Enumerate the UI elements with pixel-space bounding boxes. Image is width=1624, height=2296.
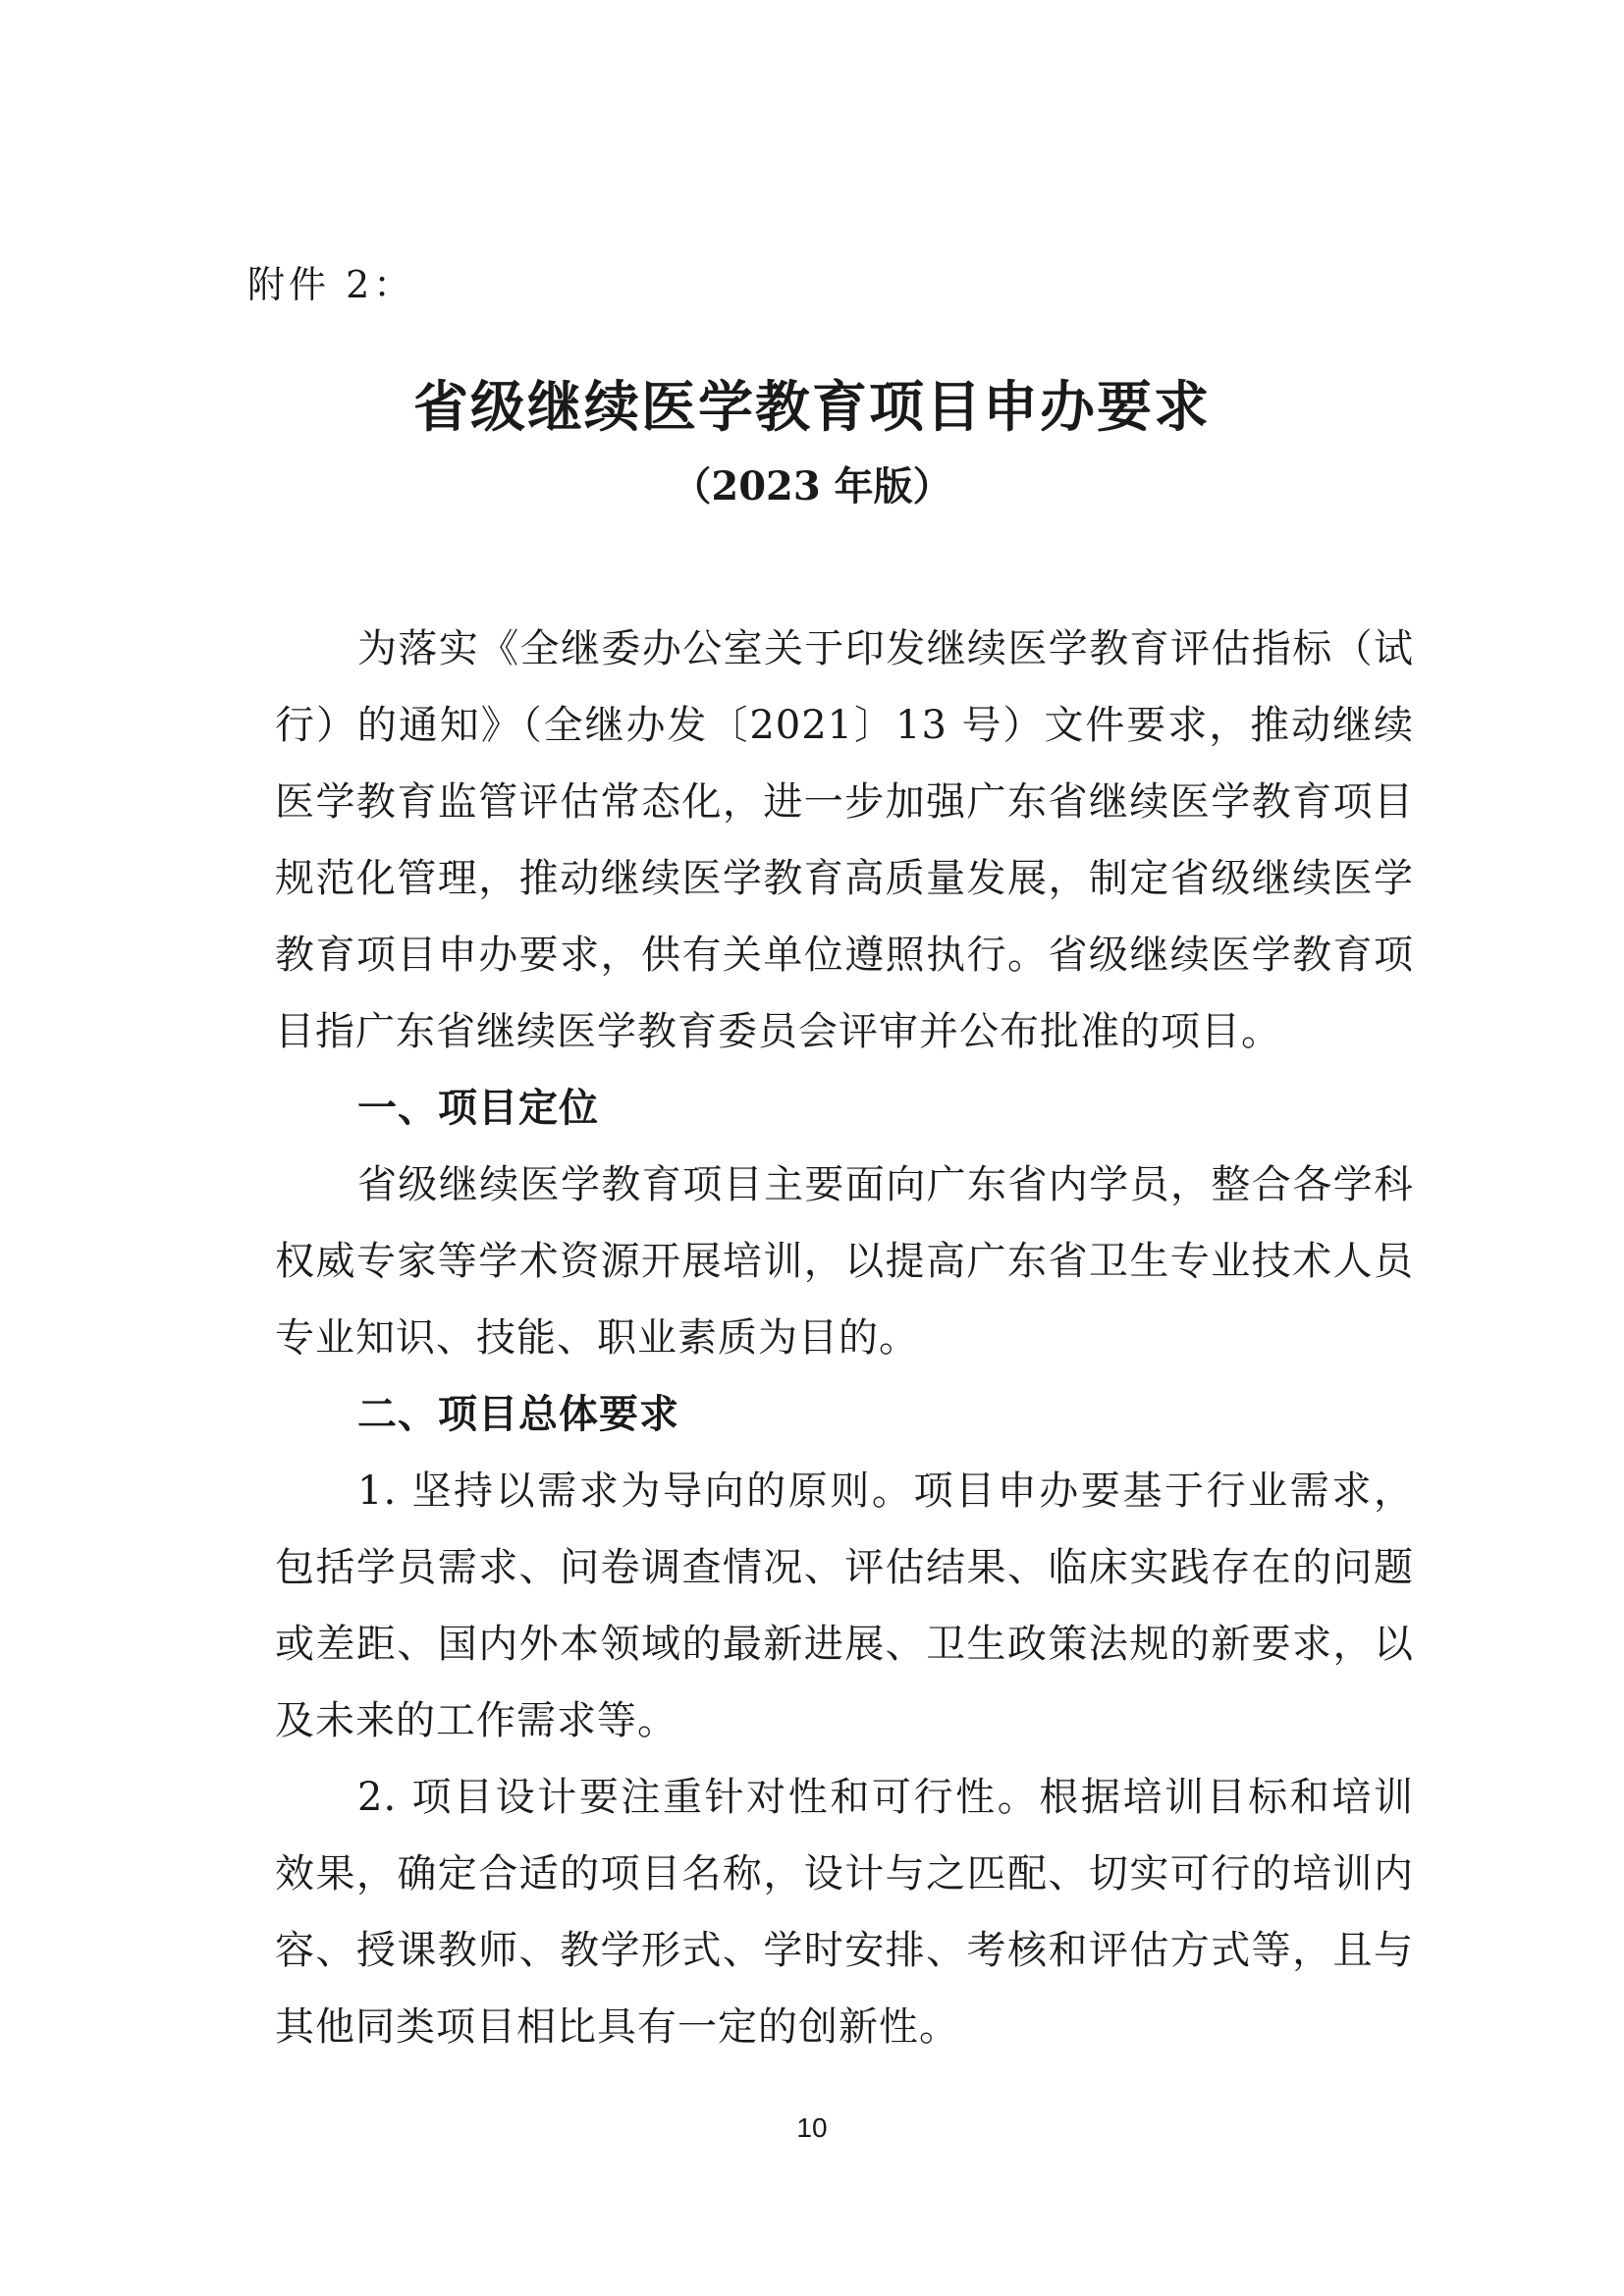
section-1-paragraph: 省级继续医学教育项目主要面向广东省内学员，整合各学科权威专家等学术资源开展培训，以提高广东省卫生专业技术人员专业知识、技能、职业素质为目的。 — [275, 1162, 1414, 1361]
section-1-heading: 一、项目定位 — [357, 1086, 599, 1131]
section-2-heading: 二、项目总体要求 — [357, 1392, 679, 1437]
document-body — [275, 611, 1414, 2065]
document-title: 省级继续医学教育项目申办要求 — [413, 376, 1211, 440]
attachment-label: 附件 2： — [247, 263, 415, 306]
section-2-item-2: 2. 项目设计要注重针对性和可行性。根据培训目标和培训效果，确定合适的项目名称，设计与之匹配、切实可行的培训内容、授课教师、教学形式、学时安排、考核和评估方式等，且与其他同类项目相比具有一定的创新性。 — [275, 1775, 1414, 2050]
document-subtitle: （2023 年版） — [672, 463, 952, 509]
intro-paragraph: 为落实《全继委办公室关于印发继续医学教育评估指标（试行）的通知》（全继办发〔2021〕13 号）文件要求，推动继续医学教育监管评估常态化，进一步加强广东省继续医学教育项目规范化管理，推动继续医学教育高质量发展，制定省级继续医学教育项目申办要求，供有关单位遵照执行。省级继续医学教育项目指广东省继续医学教育委员会评审并公布批准的项目。 — [275, 626, 1414, 1054]
section-2-item-1: 1. 坚持以需求为导向的原则。项目申办要基于行业需求，包括学员需求、问卷调查情况、评估结果、临床实践存在的问题或差距、国内外本领域的最新进展、卫生政策法规的新要求，以及未来的工作需求等。 — [275, 1468, 1414, 1743]
page-number: 10 — [796, 2112, 828, 2143]
